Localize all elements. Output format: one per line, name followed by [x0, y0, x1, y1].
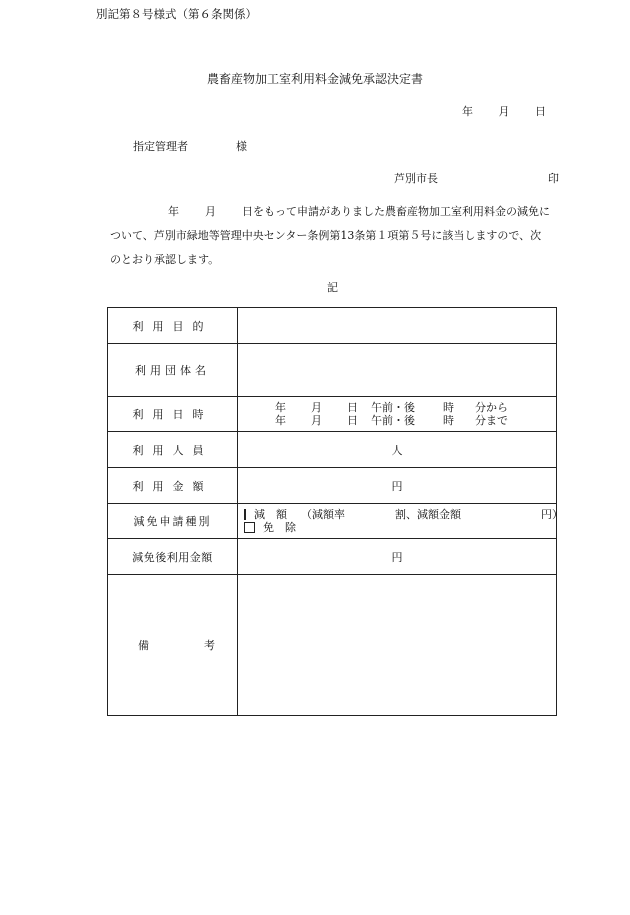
to-month: 月 [311, 414, 322, 427]
exemption-type-label: 減免申請種別 [108, 504, 238, 539]
date-line [462, 103, 546, 119]
document-title: 農畜産物加工室利用料金減免承認決定書 [206, 72, 423, 86]
remarks-label-2: 考 [204, 639, 215, 652]
issuer-name: 芦別市長 [394, 172, 438, 185]
row-group [108, 344, 557, 397]
to-ampm: 午前・後 [371, 414, 415, 427]
body-line-1 [110, 200, 580, 224]
to-year: 年 [275, 414, 286, 427]
body-line-2: ついて、芦別市緑地等管理中央センター条例第13条第１項第５号に該当しますので、次 [110, 229, 542, 242]
from-hour: 時 [443, 401, 454, 414]
remarks-label-1: 備 [138, 639, 149, 652]
seal-mark: 印 [548, 172, 559, 185]
row-datetime [108, 397, 557, 432]
to-day: 日 [347, 414, 358, 427]
after-amount-label: 減免後利用金額 [108, 539, 238, 575]
waiver-label: 免 除 [263, 521, 296, 534]
body-year: 年 [168, 205, 179, 218]
from-year: 年 [275, 401, 286, 414]
amount-unit: 円 [391, 479, 403, 493]
people-unit: 人 [391, 443, 403, 457]
from-ampm: 午前・後 [371, 401, 415, 414]
issuer [394, 170, 559, 186]
date-year-label: 年 [462, 105, 473, 118]
row-amount [108, 468, 557, 504]
remarks-value[interactable] [238, 575, 557, 716]
purpose-label: 利用目的 [108, 308, 238, 344]
body-line-3: のとおり承認します。 [110, 253, 220, 266]
datetime-label: 利用日時 [108, 397, 238, 432]
from-month: 月 [311, 401, 322, 414]
group-value[interactable] [238, 344, 557, 397]
people-label: 利用人員 [108, 432, 238, 468]
to-minute: 分まで [475, 414, 508, 427]
row-people [108, 432, 557, 468]
reduction-yen-label: 円） [541, 508, 563, 521]
body-month: 月 [205, 205, 216, 218]
from-minute: 分から [475, 401, 508, 414]
exemption-type-value [238, 504, 563, 539]
after-amount-unit: 円 [391, 550, 403, 564]
body-text [110, 200, 580, 272]
date-month-label: 月 [498, 105, 510, 118]
ki-heading: 記 [327, 281, 338, 294]
row-remarks [108, 575, 557, 716]
amount-label: 利用金額 [108, 468, 238, 504]
row-after-amount [108, 539, 557, 575]
approval-table [107, 307, 563, 716]
waiver-checkbox[interactable] [244, 522, 255, 533]
datetime-to [238, 414, 556, 427]
after-amount-value[interactable] [238, 539, 557, 575]
reduction-amount-label: 割、減額金額 [395, 508, 461, 521]
people-value[interactable] [238, 432, 557, 468]
form-code: 別記第８号様式（第６条関係） [96, 7, 257, 21]
amount-value[interactable] [238, 468, 557, 504]
group-label: 利用団体名 [108, 344, 238, 397]
remarks-label [108, 575, 238, 716]
datetime-value[interactable] [238, 397, 557, 432]
exemption-option-waiver[interactable] [244, 521, 556, 534]
reduction-rate-label: （減額率 [301, 508, 345, 521]
addressee-label: 指定管理者 [133, 140, 188, 153]
addressee-suffix: 様 [236, 140, 247, 153]
datetime-from [238, 401, 556, 414]
from-day: 日 [347, 401, 358, 414]
body-line-1-rest: 日をもって申請がありました農畜産物加工室利用料金の減免に [242, 205, 550, 218]
reduction-label: 減 額 [254, 508, 287, 521]
row-exemption-type [108, 504, 557, 539]
row-purpose [108, 308, 557, 344]
reduction-checkbox[interactable] [244, 509, 246, 520]
exemption-option-reduction[interactable] [244, 508, 563, 521]
addressee [133, 138, 247, 154]
purpose-value[interactable] [238, 308, 557, 344]
date-day-label: 日 [535, 105, 546, 118]
to-hour: 時 [443, 414, 454, 427]
